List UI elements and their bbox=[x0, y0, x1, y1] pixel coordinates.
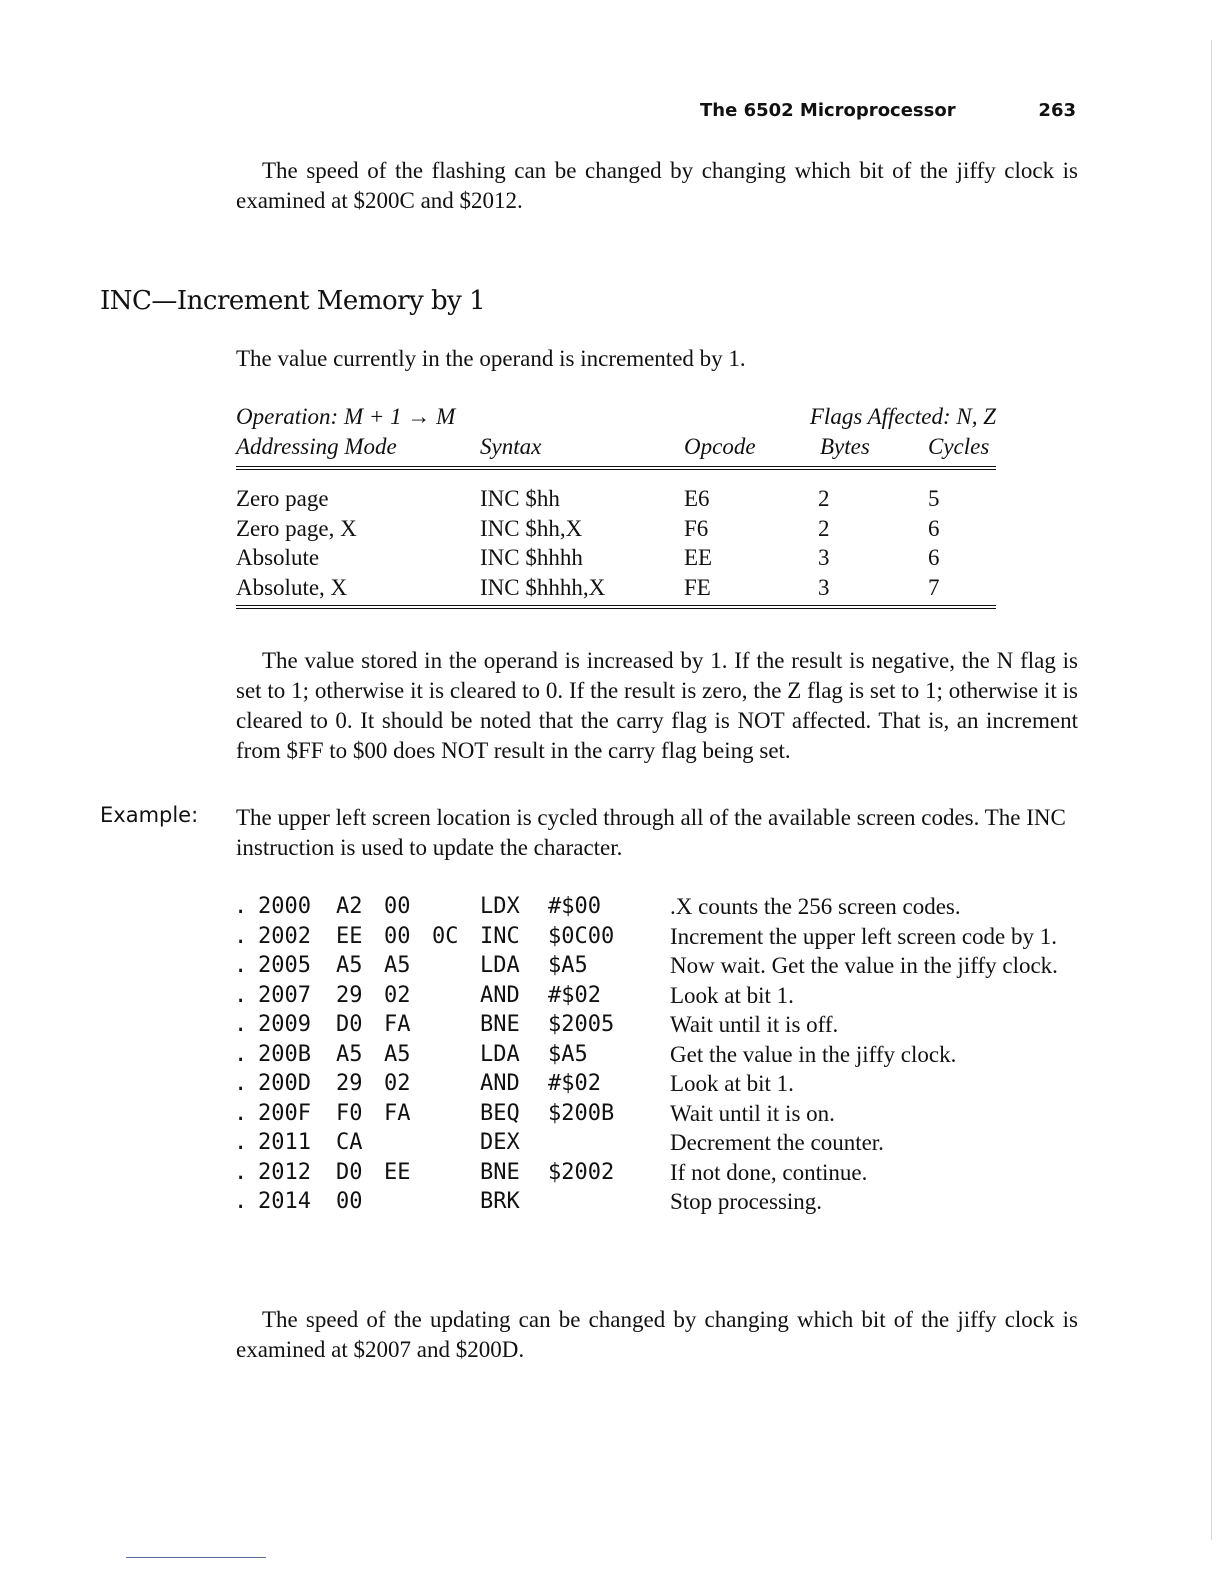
cell-opcode: EE bbox=[684, 545, 713, 570]
line-byte: 29 bbox=[336, 982, 363, 1008]
header-cycles: Cycles bbox=[928, 434, 990, 459]
table-row bbox=[236, 575, 996, 605]
line-comment: Now wait. Get the value in the jiffy clock. bbox=[670, 953, 1058, 978]
line-mnemonic: BRK bbox=[480, 1189, 520, 1214]
line-mnemonic: LDA bbox=[480, 953, 520, 978]
cell-bytes: 3 bbox=[818, 574, 830, 600]
line-address: 200B bbox=[258, 1041, 311, 1067]
example-label: Example: bbox=[100, 803, 199, 827]
cell-cycles: 6 bbox=[928, 515, 940, 541]
line-comment: Look at bit 1. bbox=[670, 1071, 794, 1096]
listing-line bbox=[232, 981, 1082, 1011]
example-text: The upper left screen location is cycled through all of the available screen codes. The INC instruction is used to update the character. bbox=[236, 805, 1066, 860]
cell-syntax: INC $hh,X bbox=[480, 515, 583, 541]
listing-line bbox=[232, 951, 1082, 981]
line-byte: 29 bbox=[336, 1071, 363, 1096]
listing-line bbox=[232, 1128, 1082, 1158]
line-byte: 02 bbox=[384, 982, 411, 1008]
table-body bbox=[236, 486, 996, 604]
line-operand: #$02 bbox=[548, 1071, 601, 1096]
line-byte: 00 bbox=[384, 923, 411, 949]
line-operand: $2005 bbox=[548, 1012, 615, 1037]
top-paragraph-text: The speed of the flashing can be changed by changing which bit of the jiffy clock is examined at $200C and $2012. bbox=[236, 158, 1078, 213]
line-address: 2011 bbox=[258, 1130, 311, 1155]
listing-line bbox=[232, 1040, 1082, 1070]
line-comment: .X counts the 256 screen codes. bbox=[670, 894, 961, 919]
bottom-paragraph-text: The speed of the updating can be changed by changing which bit of the jiffy clock is examined at $2007 and $200D. bbox=[236, 1307, 1078, 1362]
line-mnemonic: LDX bbox=[480, 894, 520, 919]
header-bytes: Bytes bbox=[820, 434, 870, 459]
listing-line bbox=[232, 1010, 1082, 1040]
line-byte: D0 bbox=[336, 1159, 363, 1185]
line-address: 2000 bbox=[258, 894, 311, 919]
intro-text: The value currently in the operand is incremented by 1. bbox=[236, 346, 746, 371]
line-byte: 00 bbox=[384, 894, 411, 919]
flags-affected: Flags Affected: N, Z bbox=[809, 404, 996, 429]
line-byte: 02 bbox=[384, 1071, 411, 1096]
bottom-paragraph bbox=[236, 1305, 1078, 1365]
line-operand: $200B bbox=[548, 1100, 615, 1126]
line-byte: EE bbox=[384, 1159, 411, 1185]
line-mnemonic: BNE bbox=[480, 1159, 520, 1185]
line-mnemonic: DEX bbox=[480, 1130, 520, 1155]
listing-line bbox=[232, 1069, 1082, 1099]
header-mode: Addressing Mode bbox=[236, 434, 397, 459]
line-marker: . bbox=[234, 1100, 248, 1126]
line-marker: . bbox=[234, 1130, 248, 1155]
line-marker: . bbox=[234, 923, 248, 949]
line-operand: $0C00 bbox=[548, 923, 615, 949]
operation-formula: Operation: M + 1 → M bbox=[236, 404, 456, 429]
line-mnemonic: AND bbox=[480, 982, 520, 1008]
line-comment: Wait until it is off. bbox=[670, 1012, 839, 1037]
line-byte: D0 bbox=[336, 1012, 363, 1037]
line-marker: . bbox=[234, 982, 248, 1008]
table-row bbox=[236, 545, 996, 575]
top-paragraph bbox=[236, 156, 1078, 216]
listing-line bbox=[232, 1099, 1082, 1129]
line-comment: Wait until it is on. bbox=[670, 1100, 835, 1126]
table-row bbox=[236, 516, 996, 546]
cell-opcode: FE bbox=[684, 574, 711, 600]
line-comment: Stop processing. bbox=[670, 1189, 823, 1214]
description-paragraph bbox=[236, 646, 1078, 766]
cell-syntax: INC $hhhh bbox=[480, 545, 583, 570]
line-address: 2005 bbox=[258, 953, 311, 978]
line-marker: . bbox=[234, 953, 248, 978]
code-listing bbox=[232, 892, 1082, 1217]
line-mnemonic: BEQ bbox=[480, 1100, 520, 1126]
line-mnemonic: INC bbox=[480, 923, 520, 949]
line-comment: Get the value in the jiffy clock. bbox=[670, 1041, 957, 1067]
line-marker: . bbox=[234, 1012, 248, 1037]
line-marker: . bbox=[234, 1189, 248, 1214]
line-address: 2012 bbox=[258, 1159, 311, 1185]
cell-opcode: E6 bbox=[684, 486, 710, 511]
line-comment: Increment the upper left screen code by 1. bbox=[670, 923, 1057, 949]
line-byte: A2 bbox=[336, 894, 363, 919]
cell-syntax: INC $hh bbox=[480, 486, 560, 511]
cell-mode: Absolute bbox=[236, 545, 320, 570]
line-operand: $A5 bbox=[548, 953, 588, 978]
line-byte: A5 bbox=[336, 953, 363, 978]
line-byte: F0 bbox=[336, 1100, 363, 1126]
cell-mode: Zero page, X bbox=[236, 515, 357, 541]
listing-line bbox=[232, 1187, 1082, 1217]
table-bottom-rule bbox=[236, 605, 996, 609]
line-mnemonic: LDA bbox=[480, 1041, 520, 1067]
line-address: 2009 bbox=[258, 1012, 311, 1037]
cell-mode: Zero page bbox=[236, 486, 329, 511]
line-comment: Look at bit 1. bbox=[670, 982, 794, 1008]
line-byte: CA bbox=[336, 1130, 363, 1155]
line-address: 200D bbox=[258, 1071, 311, 1096]
header-syntax: Syntax bbox=[480, 434, 542, 459]
line-byte: 0C bbox=[432, 923, 459, 949]
line-address: 200F bbox=[258, 1100, 311, 1126]
line-marker: . bbox=[234, 1071, 248, 1096]
operation-line bbox=[236, 404, 996, 434]
cell-bytes: 2 bbox=[818, 486, 830, 511]
table-header-row bbox=[236, 434, 996, 464]
line-marker: . bbox=[234, 894, 248, 919]
cell-mode: Absolute, X bbox=[236, 574, 348, 600]
line-byte: FA bbox=[384, 1100, 411, 1126]
line-byte: A5 bbox=[336, 1041, 363, 1067]
cell-opcode: F6 bbox=[684, 515, 709, 541]
cell-cycles: 5 bbox=[928, 486, 940, 511]
line-mnemonic: AND bbox=[480, 1071, 520, 1096]
listing-line bbox=[232, 892, 1082, 922]
line-marker: . bbox=[234, 1041, 248, 1067]
line-byte: FA bbox=[384, 1012, 411, 1037]
line-address: 2007 bbox=[258, 982, 311, 1008]
page-number: 263 bbox=[1038, 100, 1076, 121]
instruction-table bbox=[236, 404, 996, 609]
cell-cycles: 7 bbox=[928, 574, 940, 600]
header-rule bbox=[236, 466, 996, 470]
line-marker: . bbox=[234, 1159, 248, 1185]
line-byte: A5 bbox=[384, 1041, 411, 1067]
line-operand: $A5 bbox=[548, 1041, 588, 1067]
line-operand: #$00 bbox=[548, 894, 601, 919]
cell-bytes: 3 bbox=[818, 545, 830, 570]
footnote-rule bbox=[126, 1557, 266, 1558]
line-mnemonic: BNE bbox=[480, 1012, 520, 1037]
line-comment: Decrement the counter. bbox=[670, 1130, 884, 1155]
line-byte: A5 bbox=[384, 953, 411, 978]
line-operand: #$02 bbox=[548, 982, 601, 1008]
cell-bytes: 2 bbox=[818, 515, 830, 541]
line-byte: EE bbox=[336, 923, 363, 949]
line-comment: If not done, continue. bbox=[670, 1159, 868, 1185]
listing-line bbox=[232, 1158, 1082, 1188]
cell-syntax: INC $hhhh,X bbox=[480, 574, 606, 600]
section-heading: INC—Increment Memory by 1 bbox=[100, 286, 486, 316]
listing-line bbox=[232, 922, 1082, 952]
header-opcode: Opcode bbox=[684, 434, 756, 459]
line-address: 2014 bbox=[258, 1189, 311, 1214]
table-row bbox=[236, 486, 996, 516]
description-text: The value stored in the operand is increased by 1. If the result is negative, the N flag is set to 1; otherwise it is cleared to 0. If the result is zero, the Z flag is set to 1; otherwise it is cleared to 0. It should be noted that the carry flag is NOT affected. That is, an increment from $FF to $00 does NOT result in the carry flag being set. bbox=[236, 648, 1078, 763]
page-edge-line bbox=[1211, 40, 1212, 1540]
line-operand: $2002 bbox=[548, 1159, 615, 1185]
line-address: 2002 bbox=[258, 923, 311, 949]
line-byte: 00 bbox=[336, 1189, 363, 1214]
running-head-title: The 6502 Microprocessor bbox=[700, 100, 956, 121]
cell-cycles: 6 bbox=[928, 545, 940, 570]
